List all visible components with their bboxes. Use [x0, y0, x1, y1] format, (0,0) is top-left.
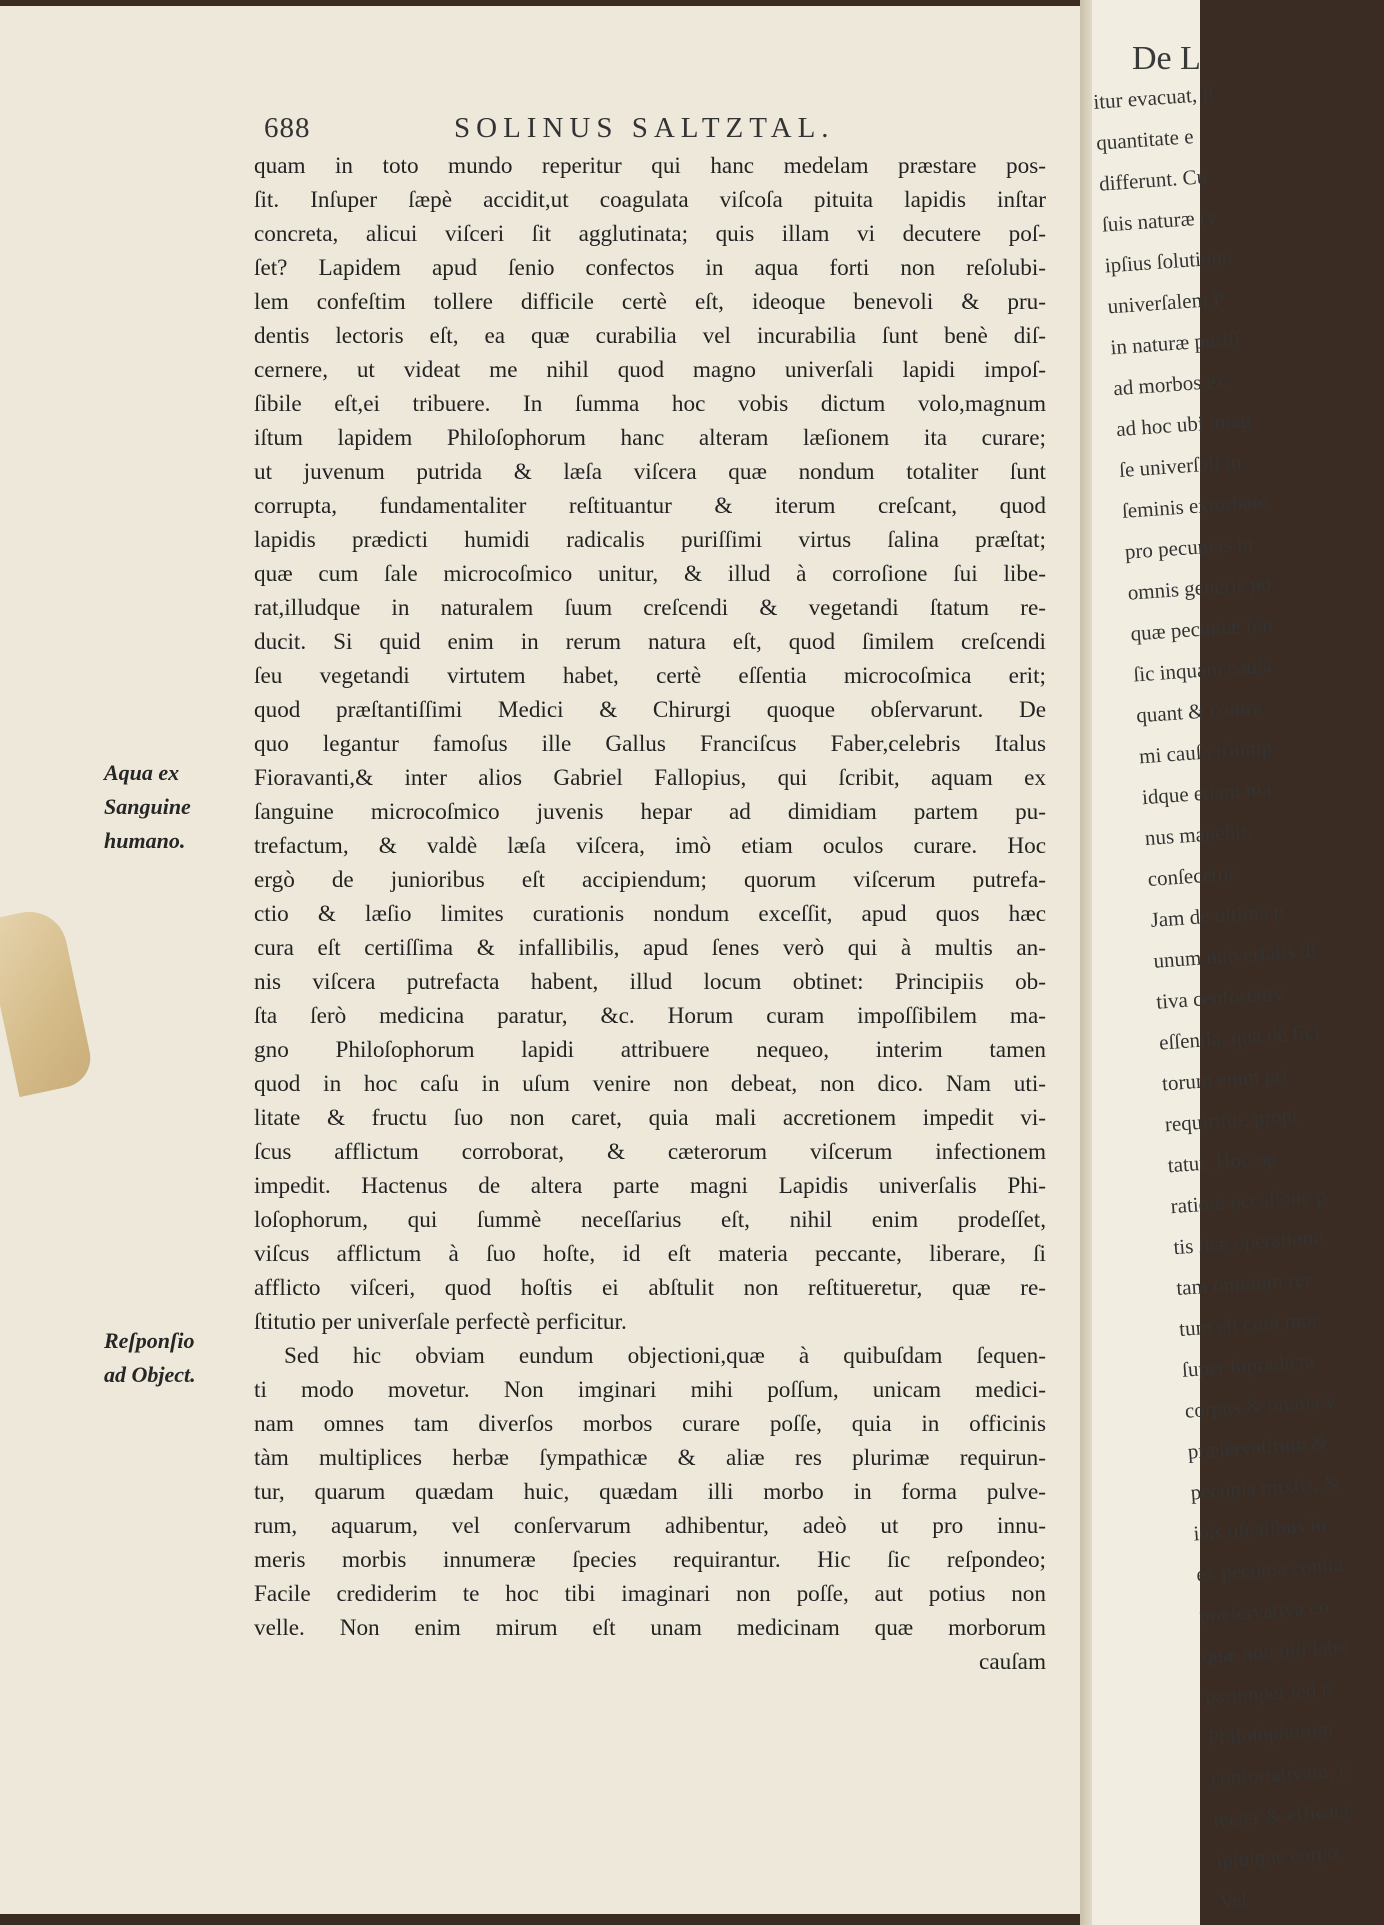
running-head: SOLINUS SALTZTAL.	[454, 112, 835, 144]
text-line: nam omnes tam diverſos morbos curare poſſe, quia in officinis	[254, 1411, 1046, 1437]
book-page	[0, 6, 1090, 1914]
page-header	[264, 112, 874, 146]
marginal-note-line: Reſponſio	[104, 1328, 195, 1353]
marginal-note-responsio	[104, 1324, 249, 1392]
facing-line: tatur. Hoc op	[1166, 1145, 1278, 1178]
facing-line: tis ſuæ operatione	[1172, 1224, 1324, 1260]
marginal-note-line: ad Object.	[104, 1362, 196, 1387]
marginal-note-line: Aqua ex	[104, 760, 180, 785]
facing-line: ad morbos ex	[1112, 368, 1228, 401]
facing-page-header: De L	[1132, 40, 1201, 77]
facing-page-text	[1092, 72, 1360, 1922]
text-line: Facile crediderim te hoc tibi imaginari non poſſe, aut potius non	[254, 1581, 1046, 1607]
thumb-shadow	[0, 905, 96, 1097]
facing-line: tiva cenfortativ	[1155, 980, 1285, 1014]
text-line: dentis lectoris eſt, ea quæ curabilia vel incurabilia ſunt benè diſ-	[254, 323, 1046, 349]
facing-line: ipſius ſolutionu	[1103, 244, 1234, 278]
facing-line: ſic inquam cauſa	[1132, 652, 1273, 687]
facing-line: Jam de ultima p	[1149, 898, 1285, 932]
facing-line: omnis generis po	[1126, 570, 1272, 605]
text-line: ſibile eſt,ei tribuere. In ſumma hoc vobis dictum volo,magnum	[254, 391, 1046, 417]
text-line: ſcus afflictum corroborat, & cæterorum viſcerum infectionem	[254, 1139, 1046, 1165]
text-line: ſit. Inſuper ſæpè accidit,ut coagulata viſcoſa pituita lapidis inſtar	[254, 187, 1046, 213]
text-line: velle. Non enim mirum eſt unam medicinam quæ morborum	[254, 1615, 1046, 1641]
text-line: quo legantur famoſus ille Gallus Franciſcus Faber,celebris Italus	[254, 731, 1046, 757]
text-line: gno Philoſophorum lapidi attribuere nequeo, interim tamen	[254, 1037, 1046, 1063]
facing-line: ieis uſualibus in	[1192, 1512, 1328, 1546]
text-line: quæ cum ſale microcoſmico unitur, & illud à corroſione ſui libe-	[254, 561, 1046, 587]
text-line: tur, quarum quædam huic, quædam illi morbo in forma pulve-	[254, 1479, 1046, 1505]
text-line: lapidis prædicti humidi radicalis puriſſimi virtus ſalina præſtat;	[254, 527, 1046, 553]
facing-line: nus manebit,	[1144, 818, 1253, 851]
facing-line: pro pecunias in	[1124, 530, 1254, 564]
text-line: ducit. Si quid enim in rerum natura eſt, quod ſimilem creſcendi	[254, 629, 1046, 655]
facing-line: ex pecunia conſta	[1195, 1552, 1344, 1587]
facing-line: ſuper ſupradicta	[1181, 1348, 1315, 1382]
text-line: ſeu vegetandi virtutem habet, certè eſſentia microcoſmica erit;	[254, 663, 1046, 689]
facing-line: eſſentia, qua de fici	[1158, 1019, 1321, 1055]
marginal-note-line: humano.	[104, 828, 186, 853]
facing-line: præſervativa co	[1198, 1594, 1330, 1628]
facing-line: ad hoc ubi imag	[1115, 407, 1252, 442]
facing-line: quant & contra	[1135, 694, 1263, 728]
facing-line: tum eſt cum mor	[1178, 1307, 1320, 1341]
text-line: lem confeſtim tollere difficile certè eſt, ideoque benevoli & pru-	[254, 289, 1046, 315]
facing-line: quæ non niſi labo	[1201, 1633, 1349, 1669]
text-line: cernere, ut videat me nihil quod magno univerſali lapidi impoſ-	[254, 357, 1046, 383]
text-line: iſtum lapidem Philoſophorum hanc alteram læſionem ita curare;	[254, 425, 1046, 451]
marginal-note-aqua	[104, 756, 249, 858]
facing-line: Philoſophorum	[1206, 1717, 1335, 1750]
body-text	[254, 149, 1046, 1679]
text-line: rat,illudque in naturalem ſuum creſcendi & vegetandi ſtatum re-	[254, 595, 1046, 621]
text-line: ut juvenum putrida & læſa viſcera quæ nondum totaliter ſunt	[254, 459, 1046, 485]
text-line: quod in hoc caſu in uſum venire non debeat, non dico. Nam uti-	[254, 1071, 1046, 1097]
text-line: concreta, alicui viſceri ſit agglutinata; quis illam vi decutere poſ-	[254, 221, 1046, 247]
facing-line: confortativam, c	[1209, 1757, 1349, 1791]
page-number: 688	[264, 112, 311, 144]
text-line: ſet? Lapidem apud ſenio confectos in aqua forti non reſolubi-	[254, 255, 1046, 281]
facing-line: conſecetur.	[1146, 860, 1240, 892]
text-line: impedit. Hactenus de altera parte magni Lapidis univerſalis Phi-	[254, 1173, 1046, 1199]
text-line: cura eſt certiſſima & infallibilis, apud ſenes verò qui à multis an-	[254, 935, 1046, 961]
facing-line: requiritur, propt	[1164, 1103, 1299, 1137]
text-line: tàm multiplices herbæ ſympathicæ & aliæ res plurimæ requirun-	[254, 1445, 1046, 1471]
facing-line: tam omnium rer	[1175, 1266, 1313, 1301]
facing-line: præſervatirum &	[1186, 1429, 1329, 1464]
facing-line: pecunia mixtis, &	[1189, 1470, 1342, 1505]
facing-line: idque etiam ma	[1141, 776, 1273, 810]
text-line: ſanguine microcoſmico juvenis hepar ad dimidiam partem pu-	[254, 799, 1046, 825]
marginal-note-line: Sanguine	[104, 794, 191, 819]
text-line: corrupta, fundamentaliter reſtituantur & iterum creſcant, quod	[254, 493, 1046, 519]
text-line: afflicto viſceri, quod hoſtis ei abſtulit non reſtitueretur, quæ re-	[254, 1275, 1046, 1301]
text-line: litate & fructu ſuo non caret, quia mali accretionem impedit vi-	[254, 1105, 1046, 1131]
text-line: nis viſcera putrefacta habent, illud locum obtinet: Principiis ob-	[254, 969, 1046, 995]
facing-line: differunt. Cu	[1098, 164, 1208, 196]
facing-line: ſuis naturæ (v	[1101, 204, 1219, 237]
facing-line: quæ pecuniæ ſun	[1129, 611, 1274, 646]
facing-line: ipſuſque corpo	[1215, 1840, 1339, 1873]
text-line: ti modo movetur. Non imginari mihi poſſum, unicam medici-	[254, 1377, 1046, 1403]
text-line: trefactum, & valdè læſa viſcera, imò etiam oculos curare. Hoc	[254, 833, 1046, 859]
text-line: meris morbis innumeræ ſpecies requirantur. Hic ſic reſpondeo;	[254, 1547, 1046, 1573]
catchword: cauſam	[979, 1649, 1046, 1675]
facing-line: unum univerſalis di	[1152, 937, 1318, 973]
facing-line: in naturæ puriſſ	[1109, 326, 1241, 360]
facing-line: ſe univerſali in	[1118, 449, 1243, 483]
facing-line: univerſalem P	[1106, 286, 1226, 319]
facing-line: itur evacuat, ſi	[1092, 81, 1215, 114]
facing-line: Vel	[1218, 1887, 1249, 1914]
facing-line: mi cauſa triump	[1138, 735, 1273, 769]
text-line: loſophorum, qui ſummè neceſſarius eſt, nihil enim prodeſſet,	[254, 1207, 1046, 1233]
text-line: ctio & læſio limites curationis nondum exceſſit, apud quos hæc	[254, 901, 1046, 927]
facing-line: corpus & omnia v	[1184, 1388, 1337, 1423]
facing-page	[1092, 0, 1351, 1925]
text-line: ergò de junioribus eſt accipiendum; quorum viſcerum putrefa-	[254, 867, 1046, 893]
facing-line: tecter & efficaci	[1212, 1798, 1351, 1832]
text-line: quod præſtantiſſimi Medici & Chirurgi quoque obſervarunt. De	[254, 697, 1046, 723]
text-line: Fioravanti,& inter alios Gabriel Fallopius, qui ſcribit, aquam ex	[254, 765, 1046, 791]
facing-line: rationi occaſione p	[1169, 1183, 1328, 1219]
text-line: viſcus afflictum à ſuo hoſte, id eſt materia peccante, liberare, ſi	[254, 1241, 1046, 1267]
facing-line: parumper ſed n	[1204, 1676, 1333, 1710]
text-line: quam in toto mundo reperitur qui hanc medelam præstare pos-	[254, 153, 1046, 179]
facing-line: quantitate e	[1095, 124, 1195, 155]
facing-line: torum enim pri	[1161, 1062, 1289, 1096]
facing-line: ſeminis exturbare	[1121, 488, 1269, 523]
text-line: ſtitutio per univerſale perfectè perficitur.	[254, 1309, 627, 1335]
text-line: ſta ſerò medicina paratur, &c. Horum curam impoſſibilem ma-	[254, 1003, 1046, 1029]
text-line: Sed hic obviam eundum objectioni,quæ à quibuſdam ſequen-	[284, 1343, 1046, 1369]
text-line: rum, aquarum, vel conſervarum adhibentur, adeò ut pro innu-	[254, 1513, 1046, 1539]
